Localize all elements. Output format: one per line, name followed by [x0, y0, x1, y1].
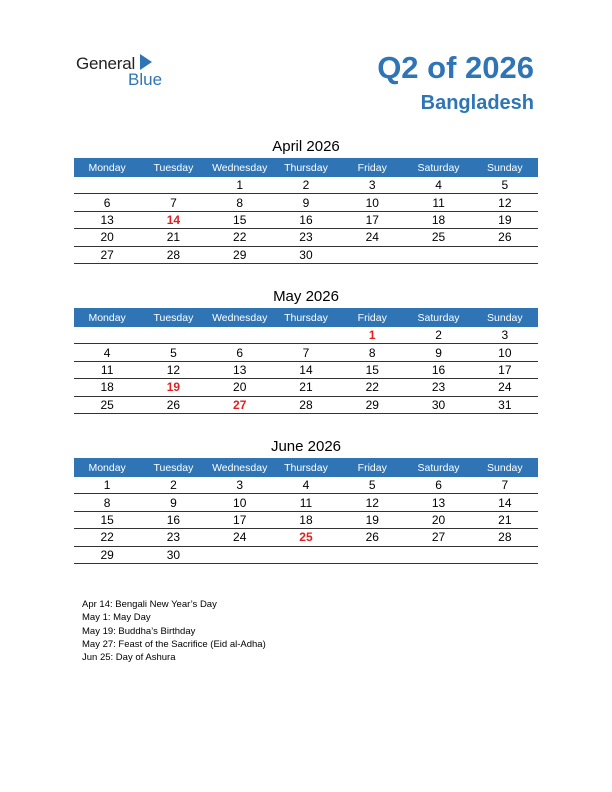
weekday-header: Thursday — [273, 158, 339, 177]
week-row — [74, 229, 538, 246]
day-cell — [472, 546, 538, 563]
calendar-grid — [74, 158, 538, 264]
day-cell: 3 — [472, 327, 538, 344]
day-cell: 7 — [472, 477, 538, 494]
day-cell: 26 — [140, 396, 206, 413]
day-cell — [405, 246, 471, 263]
day-cell: 22 — [339, 379, 405, 396]
day-cell: 28 — [140, 246, 206, 263]
weekday-header: Sunday — [472, 458, 538, 477]
logo-general-text: General — [76, 54, 136, 73]
day-cell: 24 — [207, 529, 273, 546]
day-cell: 24 — [472, 379, 538, 396]
day-cell: 6 — [207, 344, 273, 361]
month-calendar-june — [74, 436, 538, 564]
day-cell: 9 — [405, 344, 471, 361]
day-cell: 14 — [472, 494, 538, 511]
day-cell: 10 — [339, 194, 405, 211]
day-cell — [74, 177, 140, 194]
day-cell: 5 — [140, 344, 206, 361]
week-row — [74, 396, 538, 413]
month-title: April 2026 — [272, 138, 340, 155]
week-row — [74, 546, 538, 563]
day-cell — [207, 546, 273, 563]
day-cell: 31 — [472, 396, 538, 413]
generalblue-logo — [76, 52, 176, 92]
day-cell: 25 — [74, 396, 140, 413]
calendar-grid — [74, 458, 538, 564]
week-row — [74, 379, 538, 396]
day-cell: 13 — [207, 361, 273, 378]
month-calendar-april — [74, 136, 538, 264]
day-cell: 23 — [405, 379, 471, 396]
holiday-note: May 19: Buddha’s Birthday — [82, 625, 196, 637]
weekday-header: Thursday — [273, 458, 339, 477]
day-cell: 19 — [339, 511, 405, 528]
holiday-note: May 27: Feast of the Sacrifice (Eid al-Adha) — [82, 638, 266, 650]
day-cell: 15 — [74, 511, 140, 528]
week-row — [74, 344, 538, 361]
week-row — [74, 511, 538, 528]
weekday-header: Tuesday — [140, 458, 206, 477]
day-cell — [339, 546, 405, 563]
month-title: June 2026 — [270, 438, 342, 455]
day-cell: 6 — [74, 194, 140, 211]
logo-blue-text: Blue — [128, 70, 163, 89]
day-cell: 20 — [405, 511, 471, 528]
day-cell — [207, 327, 273, 344]
day-cell: 30 — [273, 246, 339, 263]
weekday-header: Saturday — [405, 308, 471, 327]
weekday-header: Saturday — [405, 458, 471, 477]
day-cell — [140, 327, 206, 344]
calendar-grid — [74, 308, 538, 414]
day-cell — [140, 177, 206, 194]
day-cell: 12 — [140, 361, 206, 378]
weekday-header: Friday — [339, 308, 405, 327]
day-cell: 27 — [405, 529, 471, 546]
day-cell: 5 — [339, 477, 405, 494]
day-cell — [74, 327, 140, 344]
day-cell: 19 — [140, 379, 206, 396]
logo-flag-icon — [140, 54, 152, 70]
day-cell — [472, 246, 538, 263]
day-cell: 25 — [273, 529, 339, 546]
day-cell: 23 — [140, 529, 206, 546]
day-cell: 7 — [140, 194, 206, 211]
day-cell: 30 — [405, 396, 471, 413]
day-cell: 1 — [339, 327, 405, 344]
day-cell: 14 — [140, 211, 206, 228]
page-title: Q2 of 2026 — [377, 50, 534, 85]
day-cell: 29 — [207, 246, 273, 263]
day-cell: 14 — [273, 361, 339, 378]
weekday-header: Sunday — [472, 158, 538, 177]
day-cell: 24 — [339, 229, 405, 246]
week-row — [74, 211, 538, 228]
day-cell: 15 — [339, 361, 405, 378]
weekday-header: Wednesday — [207, 458, 273, 477]
weekday-header: Monday — [74, 158, 140, 177]
day-cell: 4 — [405, 177, 471, 194]
day-cell: 22 — [74, 529, 140, 546]
day-cell: 29 — [339, 396, 405, 413]
day-cell: 21 — [472, 511, 538, 528]
day-cell: 9 — [273, 194, 339, 211]
day-cell: 19 — [472, 211, 538, 228]
day-cell: 11 — [405, 194, 471, 211]
day-cell: 16 — [405, 361, 471, 378]
day-cell: 10 — [472, 344, 538, 361]
day-cell: 28 — [472, 529, 538, 546]
month-title: May 2026 — [273, 288, 339, 305]
week-row — [74, 494, 538, 511]
weekday-header-row — [74, 458, 538, 477]
day-cell: 20 — [74, 229, 140, 246]
day-cell — [339, 246, 405, 263]
weekday-header: Sunday — [472, 308, 538, 327]
day-cell: 22 — [207, 229, 273, 246]
weekday-header: Tuesday — [140, 308, 206, 327]
country-name: Bangladesh — [420, 92, 534, 114]
day-cell: 3 — [339, 177, 405, 194]
day-cell: 5 — [472, 177, 538, 194]
weekday-header: Wednesday — [207, 308, 273, 327]
weekday-header-row — [74, 158, 538, 177]
day-cell: 18 — [405, 211, 471, 228]
day-cell: 13 — [74, 211, 140, 228]
day-cell: 26 — [472, 229, 538, 246]
day-cell: 8 — [74, 494, 140, 511]
day-cell: 18 — [273, 511, 339, 528]
day-cell — [405, 546, 471, 563]
day-cell: 12 — [472, 194, 538, 211]
day-cell: 6 — [405, 477, 471, 494]
day-cell: 8 — [339, 344, 405, 361]
weekday-header: Friday — [339, 158, 405, 177]
weekday-header: Wednesday — [207, 158, 273, 177]
day-cell: 28 — [273, 396, 339, 413]
week-row — [74, 361, 538, 378]
day-cell: 20 — [207, 379, 273, 396]
day-cell — [273, 327, 339, 344]
month-calendar-may — [74, 286, 538, 414]
week-row — [74, 327, 538, 344]
day-cell: 23 — [273, 229, 339, 246]
day-cell: 21 — [273, 379, 339, 396]
day-cell: 12 — [339, 494, 405, 511]
day-cell — [273, 546, 339, 563]
day-cell: 1 — [74, 477, 140, 494]
day-cell: 16 — [273, 211, 339, 228]
day-cell: 18 — [74, 379, 140, 396]
weekday-header: Tuesday — [140, 158, 206, 177]
day-cell: 13 — [405, 494, 471, 511]
day-cell: 15 — [207, 211, 273, 228]
day-cell: 1 — [207, 177, 273, 194]
week-row — [74, 477, 538, 494]
weekday-header-row — [74, 308, 538, 327]
day-cell: 29 — [74, 546, 140, 563]
weekday-header: Thursday — [273, 308, 339, 327]
day-cell: 2 — [140, 477, 206, 494]
week-row — [74, 529, 538, 546]
day-cell: 27 — [207, 396, 273, 413]
weekday-header: Friday — [339, 458, 405, 477]
holiday-notes — [82, 598, 266, 664]
day-cell: 4 — [74, 344, 140, 361]
day-cell: 25 — [405, 229, 471, 246]
day-cell: 21 — [140, 229, 206, 246]
day-cell: 17 — [472, 361, 538, 378]
day-cell: 4 — [273, 477, 339, 494]
day-cell: 10 — [207, 494, 273, 511]
day-cell: 7 — [273, 344, 339, 361]
day-cell: 3 — [207, 477, 273, 494]
week-row — [74, 246, 538, 263]
day-cell: 26 — [339, 529, 405, 546]
day-cell: 11 — [273, 494, 339, 511]
holiday-note: Apr 14: Bengali New Year’s Day — [82, 599, 217, 610]
weekday-header: Monday — [74, 308, 140, 327]
day-cell: 16 — [140, 511, 206, 528]
day-cell: 8 — [207, 194, 273, 211]
day-cell: 2 — [405, 327, 471, 344]
day-cell: 27 — [74, 246, 140, 263]
day-cell: 2 — [273, 177, 339, 194]
day-cell: 17 — [207, 511, 273, 528]
day-cell: 9 — [140, 494, 206, 511]
week-row — [74, 177, 538, 194]
weekday-header: Saturday — [405, 158, 471, 177]
holiday-note: May 1: May Day — [82, 612, 151, 624]
day-cell: 30 — [140, 546, 206, 563]
weekday-header: Monday — [74, 458, 140, 477]
week-row — [74, 194, 538, 211]
day-cell: 11 — [74, 361, 140, 378]
holiday-note: Jun 25: Day of Ashura — [82, 652, 176, 664]
day-cell: 17 — [339, 211, 405, 228]
